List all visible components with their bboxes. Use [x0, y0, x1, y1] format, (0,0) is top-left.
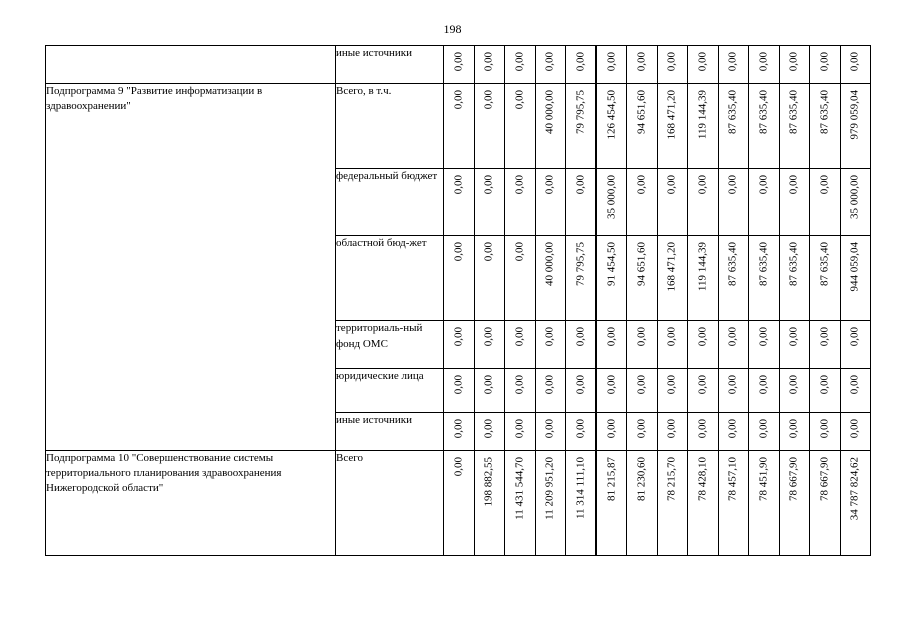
value-text: 87 635,40	[818, 242, 831, 286]
value-cell	[505, 369, 536, 413]
value-cell	[840, 84, 871, 169]
value-cell	[505, 413, 536, 451]
value-cell	[596, 321, 627, 369]
value-cell	[749, 321, 780, 369]
value-cell	[596, 369, 627, 413]
value-text: 0,00	[696, 52, 709, 72]
value-text: 0,00	[726, 419, 739, 439]
value-cell	[779, 321, 810, 369]
value-text: 168 471,20	[665, 90, 678, 140]
value-cell	[688, 413, 719, 451]
value-cell	[566, 413, 597, 451]
table-row	[46, 46, 871, 84]
value-cell	[596, 451, 627, 556]
value-text: 0,00	[696, 327, 709, 347]
value-cell	[535, 169, 566, 236]
value-text: 0,00	[635, 419, 648, 439]
funding-source-cell: иные источники	[336, 46, 444, 84]
funding-source-cell: Всего	[336, 451, 444, 556]
value-cell	[779, 451, 810, 556]
value-text: 0,00	[696, 175, 709, 195]
value-cell	[810, 413, 841, 451]
value-text: 0,00	[605, 52, 617, 72]
value-text: 0,00	[452, 375, 465, 395]
program-name-cell: Подпрограмма 10 "Совершенствование системы территориального планирования здравоохранения Нижегородской области"	[46, 451, 336, 556]
value-cell	[474, 369, 505, 413]
value-cell	[596, 236, 627, 321]
page-number: 198	[443, 22, 462, 36]
budget-table	[45, 45, 871, 556]
value-text: 0,00	[818, 52, 831, 72]
value-text: 0,00	[574, 419, 586, 439]
value-text: 94 651,60	[635, 242, 648, 286]
value-text: 78 428,10	[696, 457, 709, 501]
value-text: 11 314 111,10	[574, 457, 586, 520]
value-cell	[718, 236, 749, 321]
value-cell	[566, 369, 597, 413]
value-text: 0,00	[818, 375, 831, 395]
value-cell	[840, 451, 871, 556]
value-text: 0,00	[818, 327, 831, 347]
value-text: 0,00	[787, 327, 800, 347]
value-cell	[444, 451, 475, 556]
value-cell	[566, 46, 597, 84]
value-text: 0,00	[482, 242, 495, 262]
value-text: 79 795,75	[574, 242, 586, 286]
value-text: 0,00	[635, 327, 648, 347]
value-cell	[657, 169, 688, 236]
value-text: 91 454,50	[605, 242, 617, 286]
value-cell	[535, 46, 566, 84]
value-text: 87 635,40	[726, 90, 739, 134]
value-text: 87 635,40	[726, 242, 739, 286]
value-cell	[688, 84, 719, 169]
value-text: 0,00	[848, 375, 861, 395]
value-text: 0,00	[818, 175, 831, 195]
value-text: 0,00	[787, 52, 800, 72]
value-cell	[810, 236, 841, 321]
value-cell	[657, 46, 688, 84]
value-cell	[566, 84, 597, 169]
value-cell	[810, 369, 841, 413]
value-text: 119 144,39	[696, 242, 709, 292]
value-cell	[810, 84, 841, 169]
value-text: 0,00	[726, 375, 739, 395]
value-cell	[718, 46, 749, 84]
value-text: 0,00	[696, 419, 709, 439]
value-text: 81 215,87	[605, 457, 617, 501]
value-cell	[566, 169, 597, 236]
value-cell	[718, 321, 749, 369]
value-text: 0,00	[574, 375, 586, 395]
value-cell	[444, 236, 475, 321]
value-cell	[535, 321, 566, 369]
funding-source-cell: иные источники	[336, 413, 444, 451]
value-cell	[444, 46, 475, 84]
value-cell	[627, 46, 658, 84]
value-text: 0,00	[665, 327, 678, 347]
value-cell	[779, 369, 810, 413]
value-cell	[718, 451, 749, 556]
value-cell	[627, 413, 658, 451]
table-row	[46, 451, 871, 556]
funding-source-cell: территориаль-ный фонд ОМС	[336, 321, 444, 369]
value-cell	[474, 84, 505, 169]
value-cell	[596, 84, 627, 169]
value-text: 0,00	[605, 327, 617, 347]
value-text: 35 000,00	[605, 175, 617, 219]
value-cell	[596, 413, 627, 451]
value-text: 87 635,40	[787, 242, 800, 286]
value-text: 0,00	[543, 52, 556, 72]
value-cell	[505, 46, 536, 84]
value-cell	[749, 46, 780, 84]
value-cell	[657, 321, 688, 369]
value-cell	[505, 321, 536, 369]
value-cell	[596, 169, 627, 236]
value-text: 0,00	[757, 375, 770, 395]
funding-source-cell: юридические лица	[336, 369, 444, 413]
value-cell	[779, 46, 810, 84]
value-cell	[810, 169, 841, 236]
value-cell	[505, 84, 536, 169]
value-text: 0,00	[787, 419, 800, 439]
value-text: 0,00	[452, 457, 465, 477]
value-cell	[444, 413, 475, 451]
value-text: 0,00	[605, 419, 617, 439]
value-text: 0,00	[482, 90, 495, 110]
value-text: 0,00	[726, 52, 739, 72]
funding-source-cell: Всего, в т.ч.	[336, 84, 444, 169]
value-cell	[749, 369, 780, 413]
value-text: 0,00	[574, 175, 586, 195]
value-text: 198 882,55	[482, 457, 495, 507]
value-text: 0,00	[848, 52, 861, 72]
value-text: 0,00	[482, 327, 495, 347]
value-cell	[718, 369, 749, 413]
value-text: 0,00	[696, 375, 709, 395]
value-cell	[840, 236, 871, 321]
value-cell	[657, 369, 688, 413]
value-text: 11 209 951,20	[543, 457, 556, 520]
value-cell	[627, 84, 658, 169]
value-text: 0,00	[452, 175, 465, 195]
value-cell	[749, 236, 780, 321]
value-text: 0,00	[513, 242, 526, 262]
value-cell	[810, 321, 841, 369]
value-text: 94 651,60	[635, 90, 648, 134]
value-text: 78 215,70	[665, 457, 678, 501]
value-text: 979 059,04	[848, 90, 861, 140]
value-cell	[657, 236, 688, 321]
value-text: 0,00	[482, 375, 495, 395]
value-cell	[718, 413, 749, 451]
value-text: 0,00	[513, 90, 526, 110]
value-text: 0,00	[757, 327, 770, 347]
value-text: 0,00	[482, 175, 495, 195]
value-cell	[718, 169, 749, 236]
value-cell	[444, 369, 475, 413]
value-cell	[566, 321, 597, 369]
value-cell	[535, 451, 566, 556]
value-cell	[474, 451, 505, 556]
value-text: 0,00	[787, 375, 800, 395]
value-text: 40 000,00	[543, 242, 556, 286]
value-cell	[566, 451, 597, 556]
value-text: 0,00	[482, 419, 495, 439]
value-text: 34 787 824,62	[848, 457, 861, 521]
value-text: 0,00	[543, 327, 556, 347]
value-text: 0,00	[574, 327, 586, 347]
value-cell	[474, 321, 505, 369]
value-text: 0,00	[726, 175, 739, 195]
value-cell	[840, 46, 871, 84]
value-cell	[749, 169, 780, 236]
value-cell	[474, 413, 505, 451]
value-text: 0,00	[848, 327, 861, 347]
value-cell	[627, 169, 658, 236]
value-text: 78 457,10	[726, 457, 739, 501]
value-cell	[749, 451, 780, 556]
value-text: 35 000,00	[848, 175, 861, 219]
value-text: 0,00	[665, 175, 678, 195]
value-cell	[627, 236, 658, 321]
value-text: 119 144,39	[696, 90, 709, 140]
value-text: 0,00	[452, 52, 465, 72]
value-cell	[535, 369, 566, 413]
value-text: 0,00	[452, 242, 465, 262]
value-cell	[810, 451, 841, 556]
table-row	[46, 84, 871, 169]
value-text: 79 795,75	[574, 90, 586, 134]
value-text: 87 635,40	[757, 90, 770, 134]
value-text: 0,00	[513, 52, 526, 72]
value-text: 168 471,20	[665, 242, 678, 292]
value-cell	[840, 169, 871, 236]
value-text: 0,00	[757, 52, 770, 72]
value-cell	[749, 413, 780, 451]
value-text: 78 667,90	[818, 457, 831, 501]
value-cell	[840, 413, 871, 451]
value-text: 87 635,40	[818, 90, 831, 134]
value-text: 78 667,90	[787, 457, 800, 501]
value-cell	[749, 84, 780, 169]
value-text: 0,00	[452, 419, 465, 439]
value-cell	[444, 169, 475, 236]
value-text: 0,00	[543, 375, 556, 395]
value-text: 0,00	[513, 175, 526, 195]
value-text: 0,00	[543, 419, 556, 439]
value-text: 0,00	[574, 52, 586, 72]
program-name-cell	[46, 46, 336, 84]
value-text: 0,00	[665, 52, 678, 72]
value-cell	[657, 84, 688, 169]
value-cell	[688, 451, 719, 556]
value-text: 0,00	[635, 52, 648, 72]
value-text: 0,00	[605, 375, 617, 395]
value-cell	[474, 169, 505, 236]
value-cell	[627, 369, 658, 413]
value-text: 944 059,04	[848, 242, 861, 292]
value-text: 0,00	[665, 375, 678, 395]
value-cell	[627, 321, 658, 369]
value-cell	[779, 413, 810, 451]
program-name-cell: Подпрограмма 9 "Развитие информатизации в здравоохранении"	[46, 84, 336, 451]
value-cell	[688, 369, 719, 413]
value-text: 0,00	[452, 327, 465, 347]
value-cell	[779, 169, 810, 236]
value-cell	[840, 321, 871, 369]
value-cell	[444, 321, 475, 369]
value-text: 126 454,50	[605, 90, 617, 140]
value-cell	[566, 236, 597, 321]
value-cell	[840, 369, 871, 413]
value-cell	[779, 84, 810, 169]
value-cell	[657, 413, 688, 451]
value-text: 0,00	[757, 175, 770, 195]
value-cell	[627, 451, 658, 556]
value-text: 0,00	[543, 175, 556, 195]
funding-source-cell: федеральный бюджет	[336, 169, 444, 236]
value-text: 0,00	[818, 419, 831, 439]
value-text: 87 635,40	[757, 242, 770, 286]
value-cell	[474, 46, 505, 84]
value-cell	[535, 236, 566, 321]
value-cell	[505, 169, 536, 236]
value-cell	[474, 236, 505, 321]
value-text: 0,00	[513, 375, 526, 395]
value-cell	[505, 451, 536, 556]
value-text: 0,00	[513, 419, 526, 439]
value-cell	[688, 321, 719, 369]
value-cell	[718, 84, 749, 169]
value-cell	[688, 236, 719, 321]
value-text: 81 230,60	[635, 457, 648, 501]
value-cell	[657, 451, 688, 556]
value-text: 0,00	[635, 375, 648, 395]
value-text: 78 451,90	[757, 457, 770, 501]
value-cell	[779, 236, 810, 321]
funding-source-cell: областной бюд-жет	[336, 236, 444, 321]
value-text: 0,00	[665, 419, 678, 439]
value-cell	[810, 46, 841, 84]
value-text: 0,00	[787, 175, 800, 195]
value-text: 0,00	[726, 327, 739, 347]
value-text: 0,00	[482, 52, 495, 72]
value-cell	[596, 46, 627, 84]
value-text: 11 431 544,70	[513, 457, 526, 520]
value-text: 0,00	[513, 327, 526, 347]
value-cell	[444, 84, 475, 169]
value-cell	[505, 236, 536, 321]
value-cell	[688, 169, 719, 236]
value-cell	[535, 413, 566, 451]
value-cell	[688, 46, 719, 84]
value-text: 0,00	[757, 419, 770, 439]
value-text: 40 000,00	[543, 90, 556, 134]
value-text: 0,00	[452, 90, 465, 110]
value-text: 0,00	[848, 419, 861, 439]
value-cell	[535, 84, 566, 169]
value-text: 87 635,40	[787, 90, 800, 134]
value-text: 0,00	[635, 175, 648, 195]
